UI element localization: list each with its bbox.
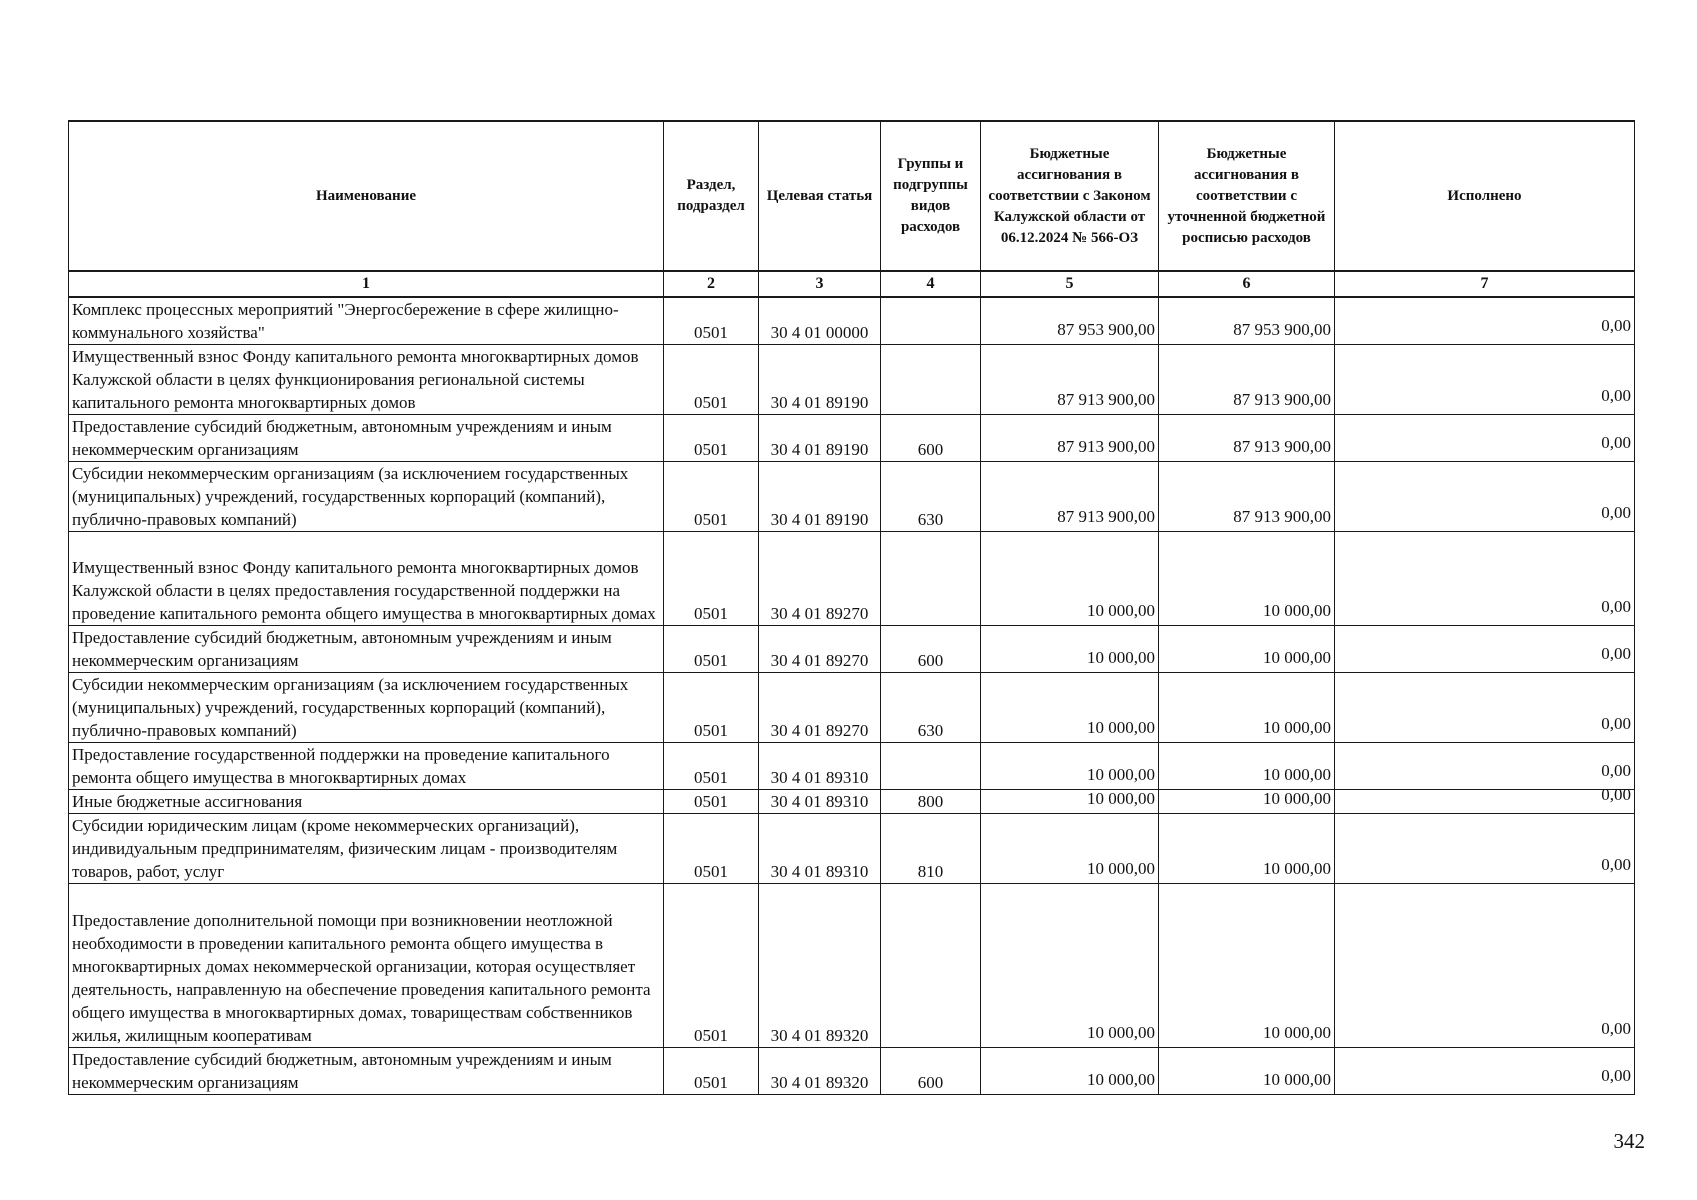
row-executed-amount: 0,00 bbox=[1335, 743, 1635, 790]
table-row bbox=[69, 462, 1635, 532]
row-executed-amount: 0,00 bbox=[1335, 814, 1635, 884]
row-section: 0501 bbox=[664, 1048, 759, 1095]
row-target: 30 4 01 89270 bbox=[759, 532, 881, 626]
row-name: Имущественный взнос Фонду капитального ремонта многоквартирных домов Калужской области в целях функционирования региональной системы капитального ремонта многоквартирных домов bbox=[69, 345, 664, 415]
row-section: 0501 bbox=[664, 884, 759, 1048]
row-refined-amount: 10 000,00 bbox=[1159, 743, 1335, 790]
row-refined-amount: 87 913 900,00 bbox=[1159, 345, 1335, 415]
header-group: Группы и подгруппы видов расходов bbox=[881, 121, 981, 271]
row-law-amount: 10 000,00 bbox=[981, 626, 1159, 673]
header-law: Бюджетные ассигнования в соответствии с Законом Калужской области от 06.12.2024 № 566-ОЗ bbox=[981, 121, 1159, 271]
row-name: Предоставление дополнительной помощи при возникновении неотложной необходимости в проведении капитального ремонта общего имущества в многоквартирных домах некоммерческой организации, которая осуществляет деятельность, направленную на обеспечение проведения капитального ремонта общего имущества в многоквартирных домах, товариществам собственников жилья, жилищным кооперативам bbox=[69, 884, 664, 1048]
row-section: 0501 bbox=[664, 743, 759, 790]
row-target: 30 4 01 89310 bbox=[759, 814, 881, 884]
header-row bbox=[69, 121, 1635, 271]
row-refined-amount: 87 953 900,00 bbox=[1159, 297, 1335, 345]
row-section: 0501 bbox=[664, 462, 759, 532]
column-number: 4 bbox=[881, 271, 981, 297]
row-executed-amount: 0,00 bbox=[1335, 790, 1635, 814]
row-target: 30 4 01 89310 bbox=[759, 790, 881, 814]
row-name: Субсидии юридическим лицам (кроме некоммерческих организаций), индивидуальным предпринимателям, физическим лицам - производителям товаров, работ, услуг bbox=[69, 814, 664, 884]
row-name: Комплекс процессных мероприятий "Энергосбережение в сфере жилищно-коммунального хозяйства" bbox=[69, 297, 664, 345]
row-executed-amount: 0,00 bbox=[1335, 673, 1635, 743]
row-group bbox=[881, 532, 981, 626]
row-law-amount: 87 913 900,00 bbox=[981, 462, 1159, 532]
row-executed-amount: 0,00 bbox=[1335, 297, 1635, 345]
row-section: 0501 bbox=[664, 626, 759, 673]
row-section: 0501 bbox=[664, 673, 759, 743]
row-executed-amount: 0,00 bbox=[1335, 1048, 1635, 1095]
row-target: 30 4 01 89190 bbox=[759, 462, 881, 532]
row-law-amount: 87 913 900,00 bbox=[981, 345, 1159, 415]
row-target: 30 4 01 00000 bbox=[759, 297, 881, 345]
row-law-amount: 10 000,00 bbox=[981, 673, 1159, 743]
budget-table bbox=[68, 120, 1635, 1095]
row-law-amount: 10 000,00 bbox=[981, 884, 1159, 1048]
row-target: 30 4 01 89310 bbox=[759, 743, 881, 790]
column-number: 1 bbox=[69, 271, 664, 297]
row-law-amount: 87 953 900,00 bbox=[981, 297, 1159, 345]
column-number: 3 bbox=[759, 271, 881, 297]
column-number: 2 bbox=[664, 271, 759, 297]
row-refined-amount: 10 000,00 bbox=[1159, 814, 1335, 884]
row-target: 30 4 01 89270 bbox=[759, 626, 881, 673]
header-refined: Бюджетные ассигнования в соответствии с уточненной бюджетной росписью расходов bbox=[1159, 121, 1335, 271]
row-group bbox=[881, 345, 981, 415]
row-executed-amount: 0,00 bbox=[1335, 532, 1635, 626]
row-refined-amount: 10 000,00 bbox=[1159, 532, 1335, 626]
row-section: 0501 bbox=[664, 345, 759, 415]
column-number: 6 bbox=[1159, 271, 1335, 297]
header-target: Целевая статья bbox=[759, 121, 881, 271]
row-executed-amount: 0,00 bbox=[1335, 415, 1635, 462]
row-name: Предоставление субсидий бюджетным, автономным учреждениям и иным некоммерческим организациям bbox=[69, 415, 664, 462]
row-group bbox=[881, 743, 981, 790]
row-name: Иные бюджетные ассигнования bbox=[69, 790, 664, 814]
row-group: 810 bbox=[881, 814, 981, 884]
row-law-amount: 87 913 900,00 bbox=[981, 415, 1159, 462]
row-section: 0501 bbox=[664, 415, 759, 462]
row-refined-amount: 10 000,00 bbox=[1159, 626, 1335, 673]
row-refined-amount: 87 913 900,00 bbox=[1159, 462, 1335, 532]
row-group: 800 bbox=[881, 790, 981, 814]
table-row bbox=[69, 415, 1635, 462]
row-executed-amount: 0,00 bbox=[1335, 626, 1635, 673]
row-refined-amount: 87 913 900,00 bbox=[1159, 415, 1335, 462]
row-section: 0501 bbox=[664, 532, 759, 626]
row-law-amount: 10 000,00 bbox=[981, 1048, 1159, 1095]
row-law-amount: 10 000,00 bbox=[981, 743, 1159, 790]
row-name: Предоставление субсидий бюджетным, автономным учреждениям и иным некоммерческим организациям bbox=[69, 1048, 664, 1095]
row-section: 0501 bbox=[664, 297, 759, 345]
row-refined-amount: 10 000,00 bbox=[1159, 790, 1335, 814]
header-name: Наименование bbox=[69, 121, 664, 271]
column-number: 7 bbox=[1335, 271, 1635, 297]
row-refined-amount: 10 000,00 bbox=[1159, 884, 1335, 1048]
table-row bbox=[69, 626, 1635, 673]
row-target: 30 4 01 89270 bbox=[759, 673, 881, 743]
row-refined-amount: 10 000,00 bbox=[1159, 673, 1335, 743]
header-section: Раздел, подраздел bbox=[664, 121, 759, 271]
row-target: 30 4 01 89190 bbox=[759, 415, 881, 462]
table-row bbox=[69, 814, 1635, 884]
row-group: 600 bbox=[881, 626, 981, 673]
table-row bbox=[69, 673, 1635, 743]
table-row bbox=[69, 345, 1635, 415]
row-name: Субсидии некоммерческим организациям (за исключением государственных (муниципальных) учреждений, государственных корпораций (компаний), публично-правовых компаний) bbox=[69, 673, 664, 743]
column-number-row bbox=[69, 271, 1635, 297]
row-law-amount: 10 000,00 bbox=[981, 790, 1159, 814]
row-name: Предоставление субсидий бюджетным, автономным учреждениям и иным некоммерческим организациям bbox=[69, 626, 664, 673]
table-row bbox=[69, 297, 1635, 345]
row-name: Имущественный взнос Фонду капитального ремонта многоквартирных домов Калужской области в целях предоставления государственной поддержки на проведение капитального ремонта общего имущества в многоквартирных домах bbox=[69, 532, 664, 626]
row-group: 600 bbox=[881, 1048, 981, 1095]
row-law-amount: 10 000,00 bbox=[981, 814, 1159, 884]
row-executed-amount: 0,00 bbox=[1335, 345, 1635, 415]
table-row bbox=[69, 1048, 1635, 1095]
row-section: 0501 bbox=[664, 814, 759, 884]
column-number: 5 bbox=[981, 271, 1159, 297]
row-target: 30 4 01 89320 bbox=[759, 884, 881, 1048]
table-row bbox=[69, 790, 1635, 814]
row-target: 30 4 01 89190 bbox=[759, 345, 881, 415]
table-row bbox=[69, 532, 1635, 626]
row-law-amount: 10 000,00 bbox=[981, 532, 1159, 626]
row-name: Субсидии некоммерческим организациям (за исключением государственных (муниципальных) учреждений, государственных корпораций (компаний), публично-правовых компаний) bbox=[69, 462, 664, 532]
table-row bbox=[69, 743, 1635, 790]
row-group: 600 bbox=[881, 415, 981, 462]
row-group: 630 bbox=[881, 673, 981, 743]
row-refined-amount: 10 000,00 bbox=[1159, 1048, 1335, 1095]
row-executed-amount: 0,00 bbox=[1335, 462, 1635, 532]
row-section: 0501 bbox=[664, 790, 759, 814]
row-group bbox=[881, 884, 981, 1048]
header-executed: Исполнено bbox=[1335, 121, 1635, 271]
page-number: 342 bbox=[1613, 1129, 1645, 1153]
row-name: Предоставление государственной поддержки на проведение капитального ремонта общего имущества в многоквартирных домах bbox=[69, 743, 664, 790]
row-group: 630 bbox=[881, 462, 981, 532]
row-executed-amount: 0,00 bbox=[1335, 884, 1635, 1048]
table-row bbox=[69, 884, 1635, 1048]
row-target: 30 4 01 89320 bbox=[759, 1048, 881, 1095]
row-group bbox=[881, 297, 981, 345]
